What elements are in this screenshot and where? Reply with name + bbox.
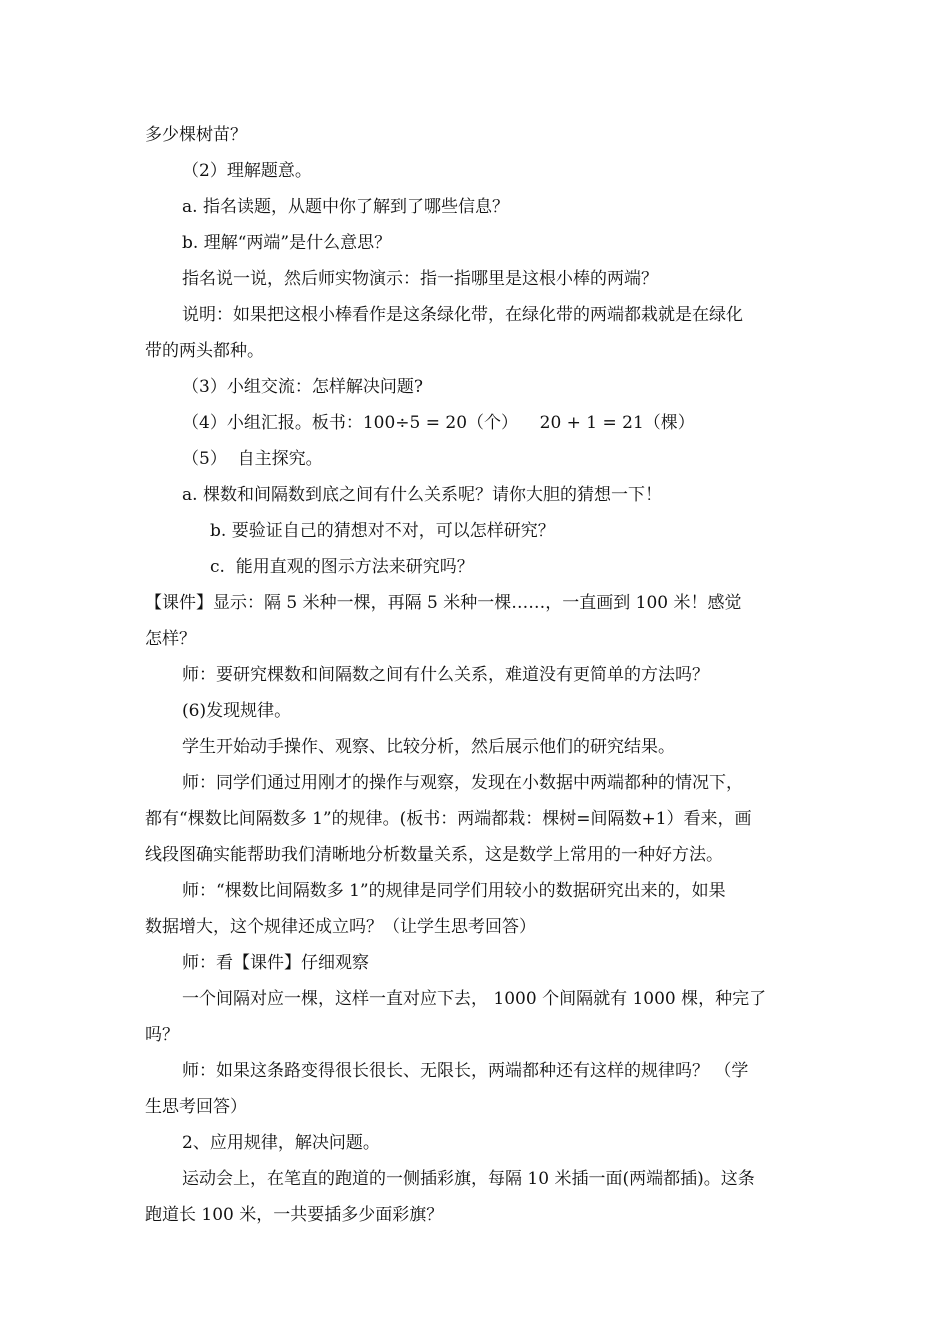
text-line: b. 要验证自己的猜想对不对，可以怎样研究？ bbox=[210, 521, 555, 541]
text-line: 跑道长 100 米，一共要插多少面彩旗？ bbox=[145, 1205, 444, 1225]
text-line: 指名说一说，然后师实物演示：指一指哪里是这根小棒的两端？ bbox=[182, 269, 658, 289]
text-line: （4）小组汇报。板书：100÷5 = 20（个） 20 + 1 = 21（棵） bbox=[182, 413, 695, 433]
text-line: a. 指名读题，从题中你了解到了哪些信息？ bbox=[182, 197, 509, 217]
text-line: 说明：如果把这根小棒看作是这条绿化带，在绿化带的两端都栽就是在绿化 bbox=[182, 305, 743, 325]
text-line: 师：要研究棵数和间隔数之间有什么关系，难道没有更简单的方法吗？ bbox=[182, 665, 709, 685]
text-line: c. 能用直观的图示方法来研究吗？ bbox=[210, 557, 474, 577]
text-line: （5） 自主探究。 bbox=[182, 449, 323, 469]
text-line: 师：看【课件】仔细观察 bbox=[182, 953, 369, 973]
text-line: 师：“棵数比间隔数多 1”的规律是同学们用较小的数据研究出来的，如果 bbox=[182, 881, 726, 901]
text-line: （2）理解题意。 bbox=[182, 161, 312, 181]
text-line: 运动会上，在笔直的跑道的一侧插彩旗，每隔 10 米插一面(两端都插)。这条 bbox=[182, 1169, 755, 1189]
text-line: 2、应用规律，解决问题。 bbox=[182, 1133, 380, 1153]
text-line: b. 理解“两端”是什么意思？ bbox=[182, 233, 392, 253]
text-line: 学生开始动手操作、观察、比较分析，然后展示他们的研究结果。 bbox=[182, 737, 675, 757]
text-line: 线段图确实能帮助我们清晰地分析数量关系，这是数学上常用的一种好方法。 bbox=[145, 845, 723, 865]
text-line: 师：如果这条路变得很长很长、无限长，两端都种还有这样的规律吗？ （学 bbox=[182, 1061, 749, 1081]
text-line: 数据增大，这个规律还成立吗？（让学生思考回答） bbox=[145, 917, 536, 937]
text-line: 多少棵树苗？ bbox=[145, 125, 247, 145]
text-line: （3）小组交流：怎样解决问题? bbox=[182, 377, 423, 397]
text-line: 一个间隔对应一棵，这样一直对应下去， 1000 个间隔就有 1000 棵，种完了 bbox=[182, 989, 767, 1009]
text-line: a. 棵数和间隔数到底之间有什么关系呢？请你大胆的猜想一下！ bbox=[182, 485, 662, 505]
text-line: 吗？ bbox=[145, 1025, 179, 1045]
text-line: (6)发现规律。 bbox=[182, 701, 292, 721]
text-line: 带的两头都种。 bbox=[145, 341, 264, 361]
text-line: 怎样？ bbox=[145, 629, 196, 649]
text-line: 【课件】显示：隔 5 米种一棵，再隔 5 米种一棵……，一直画到 100 米！感觉 bbox=[145, 593, 742, 613]
text-line: 师：同学们通过用刚才的操作与观察，发现在小数据中两端都种的情况下， bbox=[182, 773, 743, 793]
text-line: 生思考回答） bbox=[145, 1097, 247, 1117]
text-line: 都有“棵数比间隔数多 1”的规律。(板书：两端都栽：棵树=间隔数+1）看来，画 bbox=[145, 809, 752, 829]
